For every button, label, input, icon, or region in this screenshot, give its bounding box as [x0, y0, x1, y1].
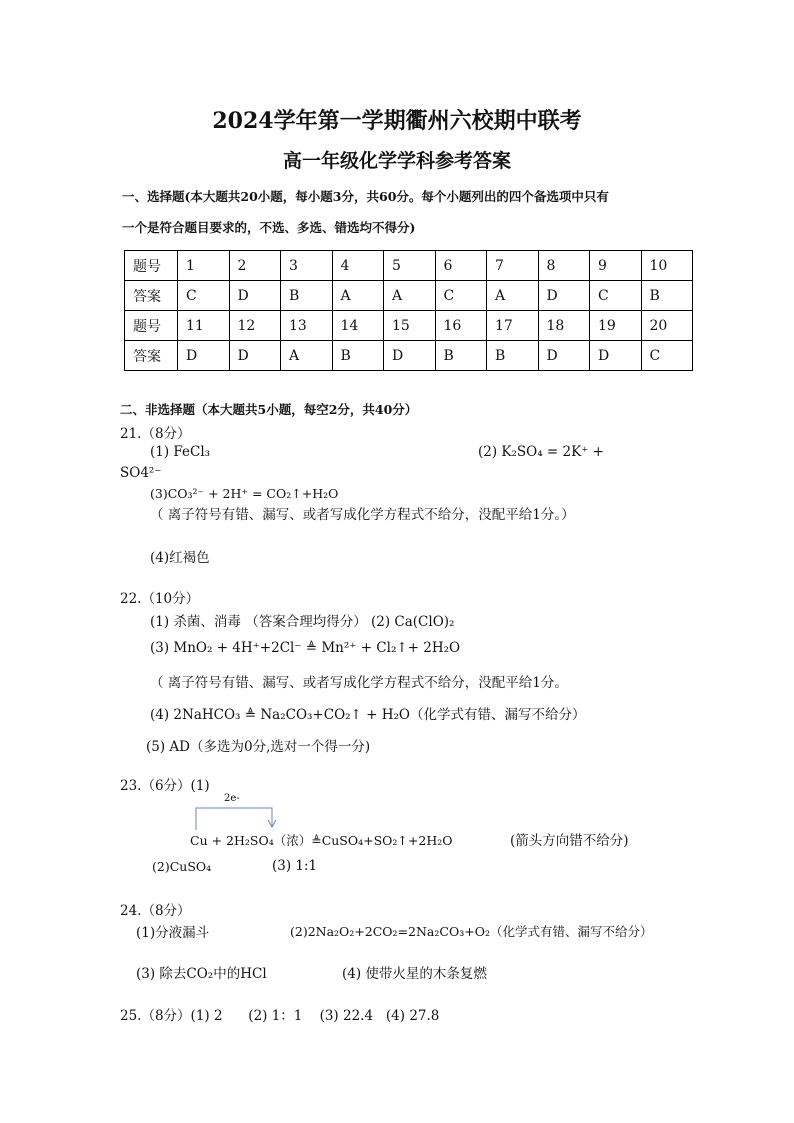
- answer-cell: D: [538, 341, 590, 371]
- answer-cell: D: [229, 281, 281, 311]
- question-number: 16: [435, 311, 487, 341]
- answer-cell: D: [178, 341, 230, 371]
- q24-title: 24.（8分）: [120, 903, 191, 919]
- q21-answer-4: (4)红褐色: [150, 550, 210, 566]
- q22-answer-5: (5) AD（多选为0分,选对一个得一分): [146, 739, 371, 755]
- q23-answer-2: (2)CuSO₄: [152, 859, 212, 874]
- question-number: 18: [538, 311, 590, 341]
- answer-cell: A: [384, 281, 436, 311]
- q24-answer-3: (3) 除去CO₂中的HCl: [136, 966, 267, 982]
- answer-cell: A: [332, 281, 384, 311]
- question-number: 14: [332, 311, 384, 341]
- q24-answer-1: (1)分液漏斗: [136, 925, 210, 941]
- question-number: 4: [332, 251, 384, 281]
- answer-cell: C: [641, 341, 693, 371]
- question-number: 5: [384, 251, 436, 281]
- question-number: 17: [487, 311, 539, 341]
- question-number: 7: [487, 251, 539, 281]
- q21-answer-2: (2) K₂SO₄ = 2K⁺ +: [478, 444, 604, 460]
- q24-answer-2: (2)2Na₂O₂+2CO₂=2Na₂CO₃+O₂（化学式有错、漏写不给分）: [290, 924, 653, 939]
- question-number: 3: [281, 251, 333, 281]
- answer-cell: C: [590, 281, 642, 311]
- answer-table: [124, 250, 693, 371]
- answer-cell: D: [538, 281, 590, 311]
- question-number: 9: [590, 251, 642, 281]
- answer-cell: D: [229, 341, 281, 371]
- answer-cell: D: [590, 341, 642, 371]
- q22-note: （ 离子符号有错、漏写、或者写成化学方程式不给分，没配平给1分。: [150, 675, 568, 691]
- question-number: 6: [435, 251, 487, 281]
- question-number: 15: [384, 311, 436, 341]
- answer-cell: A: [281, 341, 333, 371]
- q22-answer-4: (4) 2NaHCO₃ ≜ Na₂CO₃+CO₂↑ + H₂O（化学式有错、漏写不给分）: [150, 707, 586, 723]
- question-number: 2: [229, 251, 281, 281]
- answer-cell: B: [435, 341, 487, 371]
- part1-heading-line1: 一、选择题(本大题共20小题，每小题3分，共60分。每个小题列出的四个备选项中只有: [122, 189, 609, 204]
- page-subtitle: 高一年级化学学科参考答案: [282, 150, 511, 172]
- q23-answer-3: (3) 1:1: [272, 858, 318, 874]
- page-title: 2024学年第一学期衢州六校期中联考: [212, 108, 582, 134]
- part2-heading: 二、非选择题（本大题共5小题，每空2分，共40分）: [120, 402, 418, 417]
- question-number: 12: [229, 311, 281, 341]
- q22-title: 22.（10分）: [120, 591, 200, 607]
- question-number: 8: [538, 251, 590, 281]
- question-number: 13: [281, 311, 333, 341]
- row-label-question: 题号: [125, 311, 178, 341]
- q24-answer-4: (4) 使带火星的木条复燃: [342, 966, 487, 982]
- table-row: [125, 251, 693, 281]
- q22-answer-1-2: (1) 杀菌、消毒 （答案合理均得分） (2) Ca(ClO)₂: [150, 614, 455, 630]
- electron-transfer-label: 2e-: [224, 793, 240, 804]
- q21-answer-3: (3)CO₃²⁻ + 2H⁺ = CO₂↑+H₂O: [150, 486, 339, 501]
- answer-cell: B: [487, 341, 539, 371]
- q25-answers: 25.（8分）(1) 2 (2) 1：1 (3) 22.4 (4) 27.8: [120, 1008, 440, 1024]
- answer-cell: C: [178, 281, 230, 311]
- answer-cell: D: [384, 341, 436, 371]
- q21-answer-1: (1) FeCl₃: [150, 444, 211, 460]
- table-row: [125, 281, 693, 311]
- table-row: [125, 341, 693, 371]
- electron-transfer-arrow: [180, 790, 290, 832]
- question-number: 10: [641, 251, 693, 281]
- question-number: 20: [641, 311, 693, 341]
- q23-equation: Cu + 2H₂SO₄（浓）≜CuSO₄+SO₂↑+2H₂O: [190, 833, 453, 848]
- part1-heading-line2: 一个是符合题目要求的，不选、多选、错选均不得分): [122, 220, 416, 235]
- question-number: 19: [590, 311, 642, 341]
- answer-cell: B: [332, 341, 384, 371]
- q21-title: 21.（8分）: [120, 426, 191, 442]
- answer-cell: B: [641, 281, 693, 311]
- row-label-answer: 答案: [125, 281, 178, 311]
- q23-title: 23.（6分）(1): [120, 778, 210, 794]
- q21-answer-2-cont: SO4²⁻: [120, 465, 162, 481]
- answer-cell: C: [435, 281, 487, 311]
- row-label-answer: 答案: [125, 341, 178, 371]
- q23-note: (箭头方向错不给分): [510, 833, 629, 849]
- answer-cell: A: [487, 281, 539, 311]
- row-label-question: 题号: [125, 251, 178, 281]
- answer-cell: B: [281, 281, 333, 311]
- question-number: 11: [178, 311, 230, 341]
- q22-answer-3: (3) MnO₂ + 4H⁺+2Cl⁻ ≜ Mn²⁺ + Cl₂↑+ 2H₂O: [150, 640, 461, 656]
- question-number: 1: [178, 251, 230, 281]
- table-row: [125, 311, 693, 341]
- q21-note: （ 离子符号有错、漏写、或者写成化学方程式不给分，没配平给1分。）: [150, 507, 575, 523]
